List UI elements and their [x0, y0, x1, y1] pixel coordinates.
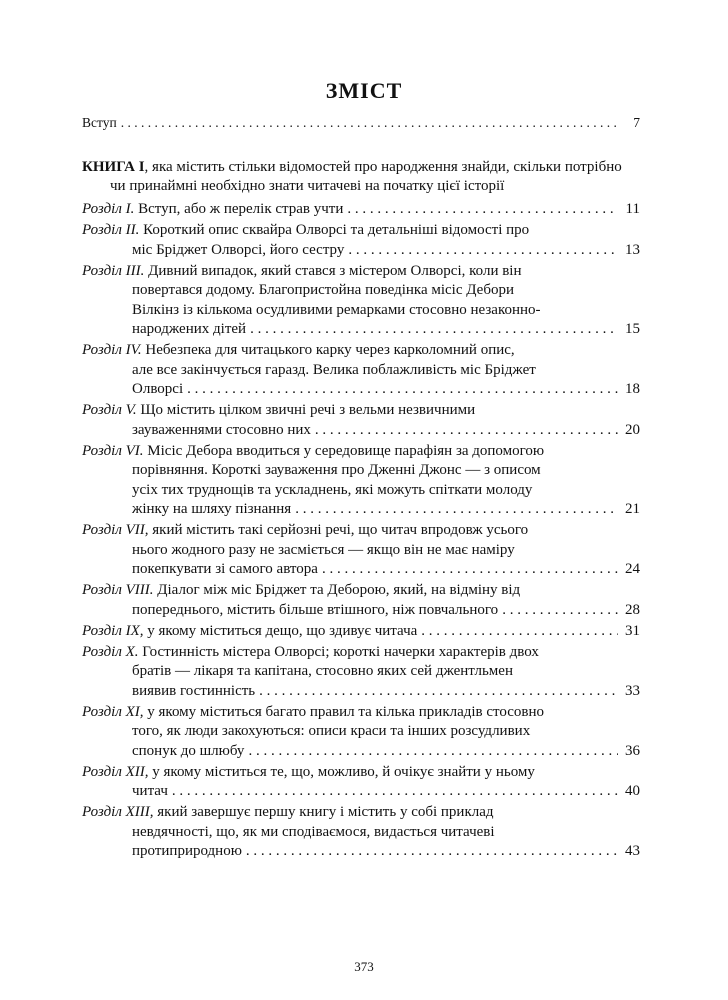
toc-entry-intro[interactable]	[82, 114, 640, 132]
toc-entry-chapter[interactable]	[82, 703, 640, 762]
chapter-label: Розділ XIII,	[82, 804, 154, 820]
chapter-title-line: покепкувати зі самого автора	[132, 561, 318, 577]
chapter-title-line: який містить такі серйозні речі, що читач впродовж усього	[152, 522, 529, 538]
chapter-title-line: народжених дітей	[132, 321, 247, 337]
chapter-title-line: братів — лікаря та капітана, стосовно яких сей джентльмен	[132, 663, 513, 679]
dot-leader	[421, 622, 618, 642]
page-number: 15	[625, 321, 640, 337]
toc-entry-chapter[interactable]	[82, 401, 640, 440]
chapter-title-line: нього жодного разу не засміється — якщо він не має наміру	[132, 541, 515, 558]
dot-leader	[248, 742, 618, 762]
page-number: 36	[625, 742, 640, 759]
page-number: 7	[633, 115, 640, 130]
chapter-label: Розділ VIII.	[82, 582, 154, 598]
chapter-title-line: жінку на шляху пізнання	[132, 501, 292, 517]
page-title: ЗМІСТ	[325, 78, 403, 103]
dot-leader	[121, 114, 618, 132]
chapter-title-line: Що містить цілком звичні речі з вельми незвичними	[140, 402, 476, 418]
toc-entry-chapter[interactable]	[82, 581, 640, 620]
toc-entry-chapter[interactable]	[82, 341, 640, 400]
chapter-label: Розділ II.	[82, 222, 140, 238]
page-number: 11	[625, 201, 640, 217]
chapter-title-line: Вілкінз із кількома осудливими ремарками стосовно незаконно-	[132, 301, 541, 318]
chapter-title-line: у якому міститься те, що, можливо, й очікує знайти у ньому	[152, 763, 535, 780]
toc-entry-chapter[interactable]	[82, 763, 640, 802]
toc-entry-chapter[interactable]	[82, 221, 640, 260]
dot-leader	[187, 380, 618, 400]
dot-leader	[322, 560, 618, 580]
chapter-title-line: зауваженнями стосовно них	[132, 421, 311, 438]
dot-leader	[246, 842, 618, 862]
page-number: 40	[625, 783, 640, 799]
chapter-label: Розділ III.	[82, 262, 145, 279]
chapter-title-line: порівняння. Короткі зауваження про Дженні Джонс — з описом	[132, 462, 541, 478]
chapter-title-line: усіх тих труднощів та ускладнень, які можуть спіткати молоду	[132, 481, 533, 498]
book-label: КНИГА I	[82, 159, 145, 175]
toc-entry-chapter[interactable]	[82, 622, 640, 642]
chapter-label: Розділ IX,	[82, 622, 144, 639]
dot-leader	[315, 421, 618, 441]
dot-leader	[295, 500, 618, 520]
chapter-label: Розділ IV.	[82, 342, 142, 358]
toc-entry-chapter[interactable]	[82, 521, 640, 580]
dot-leader	[502, 601, 618, 621]
dot-leader	[348, 241, 618, 261]
chapter-label: Розділ XII,	[82, 763, 149, 780]
toc-entry-chapter[interactable]	[82, 803, 640, 862]
book-description: , яка містить стільки відомостей про народження знайди, скільки потрібно чи принаймні необхідно знати читачеві на початку цієї історії	[110, 159, 622, 194]
toc-entry-chapter[interactable]	[82, 442, 640, 520]
folio-page-number: 373	[354, 959, 374, 974]
chapter-title-line: але все закінчується гаразд. Велика поблажливість міс Бріджет	[132, 361, 536, 378]
page-number: 43	[625, 843, 640, 859]
chapter-label: Розділ X.	[82, 643, 139, 660]
page-number: 18	[625, 381, 640, 397]
chapter-title-line: Місіс Дебора вводиться у середовище парафіян за допомогою	[147, 442, 545, 459]
chapter-title-line: Діалог між міс Бріджет та Деборою, який, на відміну від	[157, 582, 521, 598]
dot-leader	[259, 682, 618, 702]
book-heading	[82, 158, 640, 196]
toc-entry-chapter[interactable]	[82, 200, 640, 220]
page-number: 24	[625, 561, 640, 577]
chapter-title-line: Короткий опис сквайра Олворсі та детальніші відомості про	[143, 222, 530, 238]
chapter-label: Розділ VII,	[82, 522, 149, 538]
table-of-contents	[82, 114, 640, 863]
dot-leader	[250, 320, 618, 340]
chapter-label: Розділ VI.	[82, 442, 144, 459]
chapter-label: Розділ V.	[82, 402, 137, 418]
chapter-title-line: у якому міститься дещо, що здивує читача	[147, 622, 418, 639]
chapter-title-line: Гостинність містера Олворсі; короткі начерки характерів двох	[142, 643, 539, 660]
chapter-title-line: міс Бріджет Олворсі, його сестру	[132, 241, 345, 258]
page-number: 13	[625, 241, 640, 258]
chapter-title-line: спонук до шлюбу	[132, 742, 245, 759]
chapter-title-line: Вступ, або ж перелік страв учти	[138, 201, 344, 217]
chapter-title-line: того, як люди закохуються: описи краси та інших розсудливих	[132, 723, 531, 739]
chapter-list	[82, 200, 640, 862]
intro-label: Вступ	[82, 115, 117, 130]
dot-leader	[347, 200, 618, 220]
chapter-title-line: невдячності, що, як ми сподіваємося, видасться читачеві	[132, 823, 495, 840]
page-number: 28	[625, 601, 640, 618]
chapter-title-line: який завершує першу книгу і містить у собі приклад	[157, 804, 494, 820]
toc-entry-chapter[interactable]	[82, 643, 640, 702]
chapter-label: Розділ XI,	[82, 703, 144, 720]
chapter-title-line: попереднього, містить більше втішного, ніж повчального	[132, 601, 499, 618]
page-number: 31	[625, 622, 640, 639]
chapter-title-line: читач	[132, 783, 168, 799]
chapter-title-line: Небезпека для читацького карку через карколомний опис,	[145, 342, 515, 358]
chapter-title-line: у якому міститься багато правил та кілька прикладів стосовно	[147, 703, 545, 720]
page-number: 20	[625, 421, 640, 438]
dot-leader	[172, 782, 618, 802]
chapter-title-line: Олворсі	[132, 381, 184, 397]
page-number: 33	[625, 682, 640, 699]
chapter-title-line: протиприродною	[132, 843, 242, 859]
chapter-label: Розділ I.	[82, 201, 135, 217]
chapter-title-line: виявив гостинність	[132, 682, 256, 699]
chapter-title-line: Дивний випадок, який стався з містером Олворсі, коли він	[148, 262, 522, 279]
toc-entry-chapter[interactable]	[82, 262, 640, 340]
chapter-title-line: повертався додому. Благопристойна поведінка місіс Дебори	[132, 282, 514, 298]
page-number: 21	[625, 501, 640, 517]
